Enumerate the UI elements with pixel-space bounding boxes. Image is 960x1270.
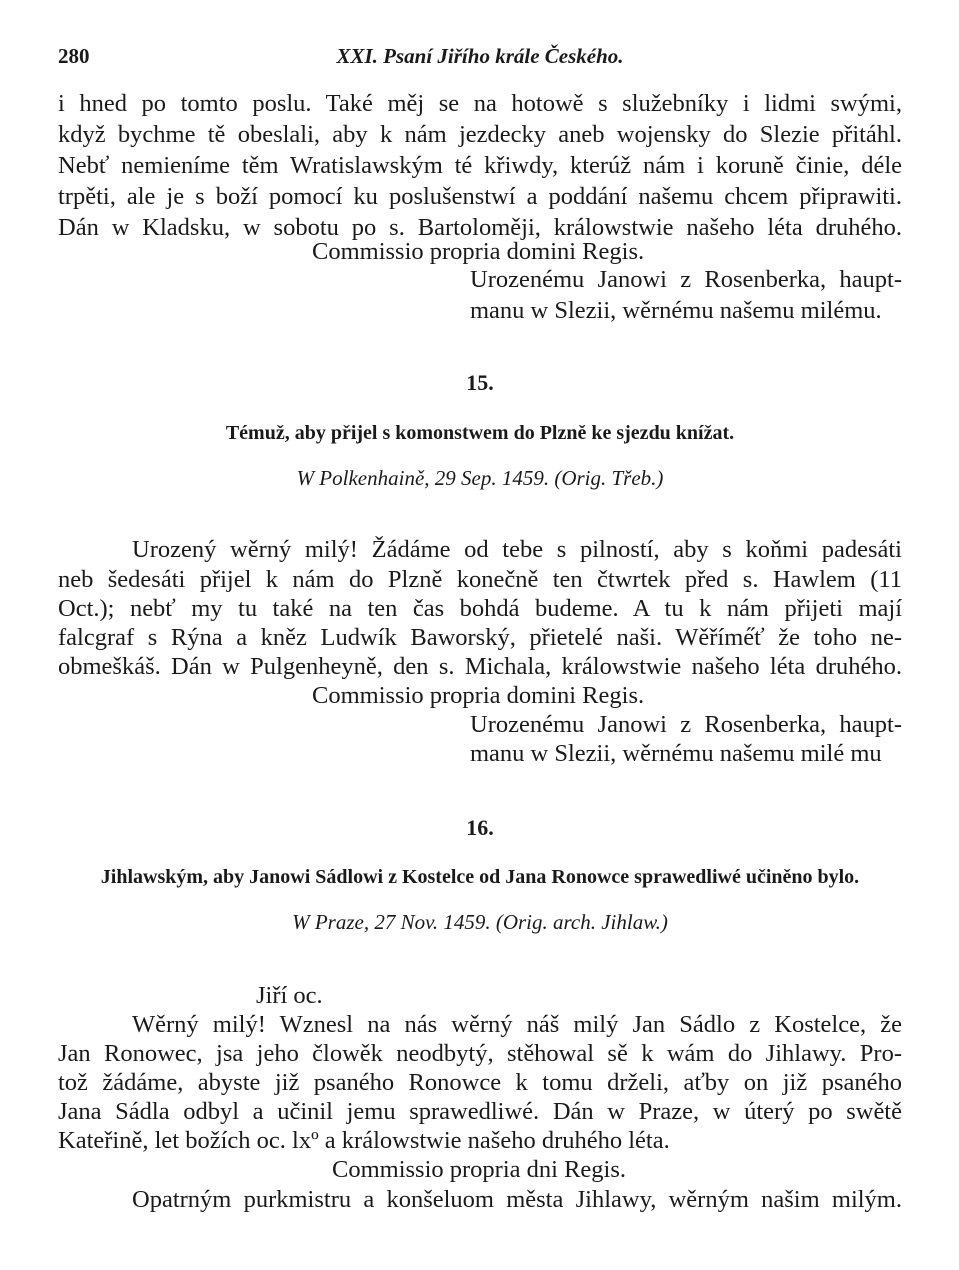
text-line: když bychme tě obeslali, aby k nám jezdecky aneb wojensky do Slezie přitáhl.: [58, 121, 902, 148]
text-line: neb šedesáti přijel k nám do Plzně konečně ten čtwrtek před s. Hawlem (11: [58, 566, 902, 593]
text-line: Kateřině, let božích oc. lxº a králowstwie našeho druhého léta.: [58, 1127, 670, 1154]
address-line: manu w Slezii, wěrnému našemu milé mu: [470, 740, 882, 767]
text-line: falcgraf s Rýna a kněz Ludwík Baworský, přietelé naši. Wěříme̋ť že toho ne-: [58, 624, 902, 651]
commissio-line: Commissio propria dni Regis.: [332, 1156, 626, 1183]
text-line: Dán w Kladsku, w sobotu po s. Bartoloměji, králowstwie našeho léta druhého.: [58, 214, 902, 241]
page-number: 280: [58, 44, 90, 68]
address-line: manu w Slezii, wěrnému našemu milému.: [470, 297, 882, 324]
letter-number: 15.: [466, 370, 494, 395]
text-line: Urozený wěrný milý! Žádáme od tebe s pilností, aby s koňmi padesáti: [132, 536, 902, 563]
commissio-line: Commissio propria domini Regis.: [312, 682, 645, 709]
running-title: XXI. Psaní Jiřího krále Českého.: [336, 44, 624, 68]
text-line: trpěti, ale je s boží pomocí ku poslušenstwí a poddání našemu chcem připrawiti.: [58, 183, 902, 210]
text-line: Oct.); nebť my tu také na ten čas bohdá budeme. A tu k nám přijeti mají: [58, 595, 902, 622]
text-line: Nebť nemieníme těm Wratislawským té křiwdy, kterúž nám i koruně činie, déle: [58, 152, 902, 179]
letter-number: 16.: [466, 815, 494, 840]
letter-date: W Praze, 27 Nov. 1459. (Orig. arch. Jihlaw.): [292, 910, 668, 934]
text-line: tož žádáme, abyste již psaného Ronowce k tomu drželi, aťby on již psaného: [58, 1069, 902, 1096]
text-line: i hned po tomto poslu. Také měj se na hotowě s služebníky i lidmi swými,: [58, 90, 902, 117]
letter-title: Jihlawským, aby Janowi Sádlowi z Kostelce od Jana Ronowce sprawedliwé učiněno bylo.: [100, 866, 860, 888]
address-line: Opatrným purkmistru a konšeluom města Jihlawy, wěrným našim milým.: [132, 1186, 902, 1213]
text-line: Jana Sádla odbyl a učinil jemu sprawedliwé. Dán w Praze, w úterý po swětě: [58, 1098, 902, 1125]
address-line: Urozenému Janowi z Rosenberka, haupt-: [470, 266, 902, 293]
text-line: Jan Ronowec, jsa jeho člowěk neodbytý, stěhowal sě k wám do Jihlawy. Pro-: [58, 1040, 902, 1067]
salutation-line: Jiří oc.: [256, 982, 323, 1009]
text-line: Wěrný milý! Wznesl na nás wěrný náš milý Jan Sádlo z Kostelce, že: [132, 1011, 902, 1038]
commissio-line: Commissio propria domini Regis.: [312, 238, 645, 265]
text-line: obmeškáš. Dán w Pulgenheyně, den s. Michala, králowstwie našeho léta druhého.: [58, 653, 902, 680]
letter-date: W Polkenhaině, 29 Sep. 1459. (Orig. Třeb.): [296, 466, 664, 490]
letter-title: Témuž, aby přijel s komonstwem do Plzně ke sjezdu knížat.: [225, 422, 735, 444]
address-line: Urozenému Janowi z Rosenberka, haupt-: [470, 711, 902, 738]
